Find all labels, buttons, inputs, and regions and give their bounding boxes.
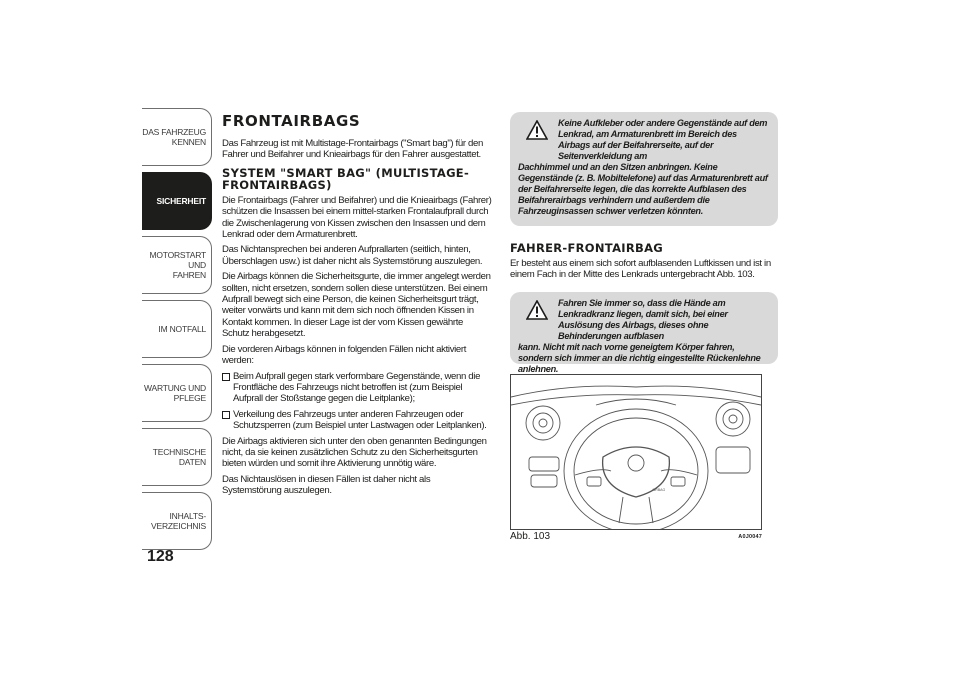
warning-text-continued: Dachhimmel und an den Sitzen anbringen. Keine Gegenstände (z. B. Mobiltelefone) auf das Armaturenbrett auf der Beifahrerseite legen, die das korrekte Aufblasen des Beifahrerairbags verhindern und außerdem die Fahrzeuginsassen schwer verletzen könnten. [518, 162, 768, 216]
list-item [222, 371, 492, 405]
paragraph: Die Airbags aktivieren sich unter den oben genannten Bedingungen nicht, da sie keinen zusätzlichen Schutz zu den Sicherheitsgurten bieten würden und somit ihre Aktivierung unnötig wäre. [222, 435, 487, 470]
steering-wheel-figure [510, 374, 762, 530]
paragraph: Er besteht aus einem sich sofort aufblasenden Luftkissen und ist in einem Fach in der Mitte des Lenkrads untergebracht Abb. 103. [510, 257, 771, 280]
figure-caption-row [510, 531, 762, 542]
left-column [222, 112, 492, 501]
airbag-label: AIRBAG [652, 488, 666, 493]
list-item [222, 409, 492, 432]
paragraph: Die Airbags können die Sicherheitsgurte, die immer angelegt werden sollten, nicht ersetzen, sondern sollen diese unterstützen. Bei einem Aufprall bewegt sich eine Person, die keinen Sicherheitsgurt trägt, weiter vorwärts und kann mit dem sich noch öffnenden Kissen in Kontakt kommen. In dieser Lage ist der vom Kissen gewährte Schutz herabgesetzt. [222, 271, 491, 340]
warning-box [510, 292, 778, 375]
warning-text-continued: kann. Nicht mit nach vorne geneigtem Körper fahren, sondern sich immer an die richtig eingestellte Rückenlehne anlehnen. [518, 342, 761, 375]
fahrer-frontairbag-subtitle: FAHRER-FRONTAIRBAG [510, 241, 664, 255]
warning-text: Keine Aufkleber oder andere Gegenstände auf dem Lenkrad, am Armaturenbrett im Bereich des Airbags auf der Beifahrerseite, auf der Seitenverkleidung am [558, 118, 768, 161]
tab-sicherheit[interactable]: SICHERHEIT [142, 172, 212, 230]
smart-bag-subtitle: SYSTEM "SMART BAG" (MULTISTAGE-FRONTAIRBAGS) [222, 165, 470, 193]
paragraph: Das Nichtansprechen bei anderen Aufprallarten (seitlich, hinten, Überschlagen usw.) ist daher nicht als Systemstörung auszulegen. [222, 244, 483, 267]
section-title: FRONTAIRBAGS [222, 112, 361, 130]
tab-motorstart-und-fahren[interactable]: MOTORSTART UND FAHREN [142, 236, 212, 294]
warning-text: Fahren Sie immer so, dass die Hände am Lenkradkranz liegen, damit sich, bei einer Auslösung des Airbags, dieses ohne Behinderungen aufblasen [558, 298, 728, 342]
checkbox-bullet-icon [222, 373, 230, 381]
tab-im-notfall[interactable]: IM NOTFALL [142, 300, 212, 358]
paragraph: Das Nichtauslösen in diesen Fällen ist daher nicht als Systemstörung auszulegen. [222, 473, 431, 497]
warning-triangle-icon [526, 120, 548, 140]
checkbox-bullet-icon [222, 411, 230, 419]
tab-das-fahrzeug-kennen[interactable]: DAS FAHRZEUG KENNEN [142, 108, 212, 166]
list-item-text: Verkeilung des Fahrzeugs unter anderen Fahrzeugen oder Schutzsperren (zum Beispiel unter Lastwagen oder Leitplanken). [233, 408, 487, 432]
tab-technische-daten[interactable]: TECHNISCHE DATEN [142, 428, 212, 486]
tab-inhaltsverzeichnis[interactable]: INHALTS- VERZEICHNIS [142, 492, 212, 550]
list-item-text: Beim Aufprall gegen stark verformbare Gegenstände, wenn die Frontfläche des Fahrzeugs nicht betroffen ist (zum Beispiel Aufprall der Stoßstange gegen die Leitplanke); [233, 370, 481, 405]
warning-triangle-icon [526, 300, 548, 320]
tab-wartung-und-pflege[interactable]: WARTUNG UND PFLEGE [142, 364, 212, 422]
right-column [510, 112, 778, 542]
paragraph: Die Frontairbags (Fahrer und Beifahrer) und die Knieairbags (Fahrer) schützen die Insassen bei einem mittel-starken Frontalaufprall durch die Zwischenlagerung von Kissen zwischen den Insassen und dem Lenkrad oder dem Armaturenbrett. [222, 194, 492, 241]
figure-code: A0J0047 [738, 534, 762, 541]
figure-caption: Abb. 103 [510, 531, 551, 543]
page-number: 128 [147, 548, 174, 565]
warning-box [510, 112, 778, 226]
paragraph: Die vorderen Airbags können in folgenden Fällen nicht aktiviert werden: [222, 343, 467, 367]
intro-paragraph: Das Fahrzeug ist mit Multistage-Frontairbags ("Smart bag") für den Fahrer und Beifahrer und Knieairbags für den Fahrer ausgestattet. [222, 138, 483, 161]
steering-wheel-illustration [511, 375, 761, 529]
